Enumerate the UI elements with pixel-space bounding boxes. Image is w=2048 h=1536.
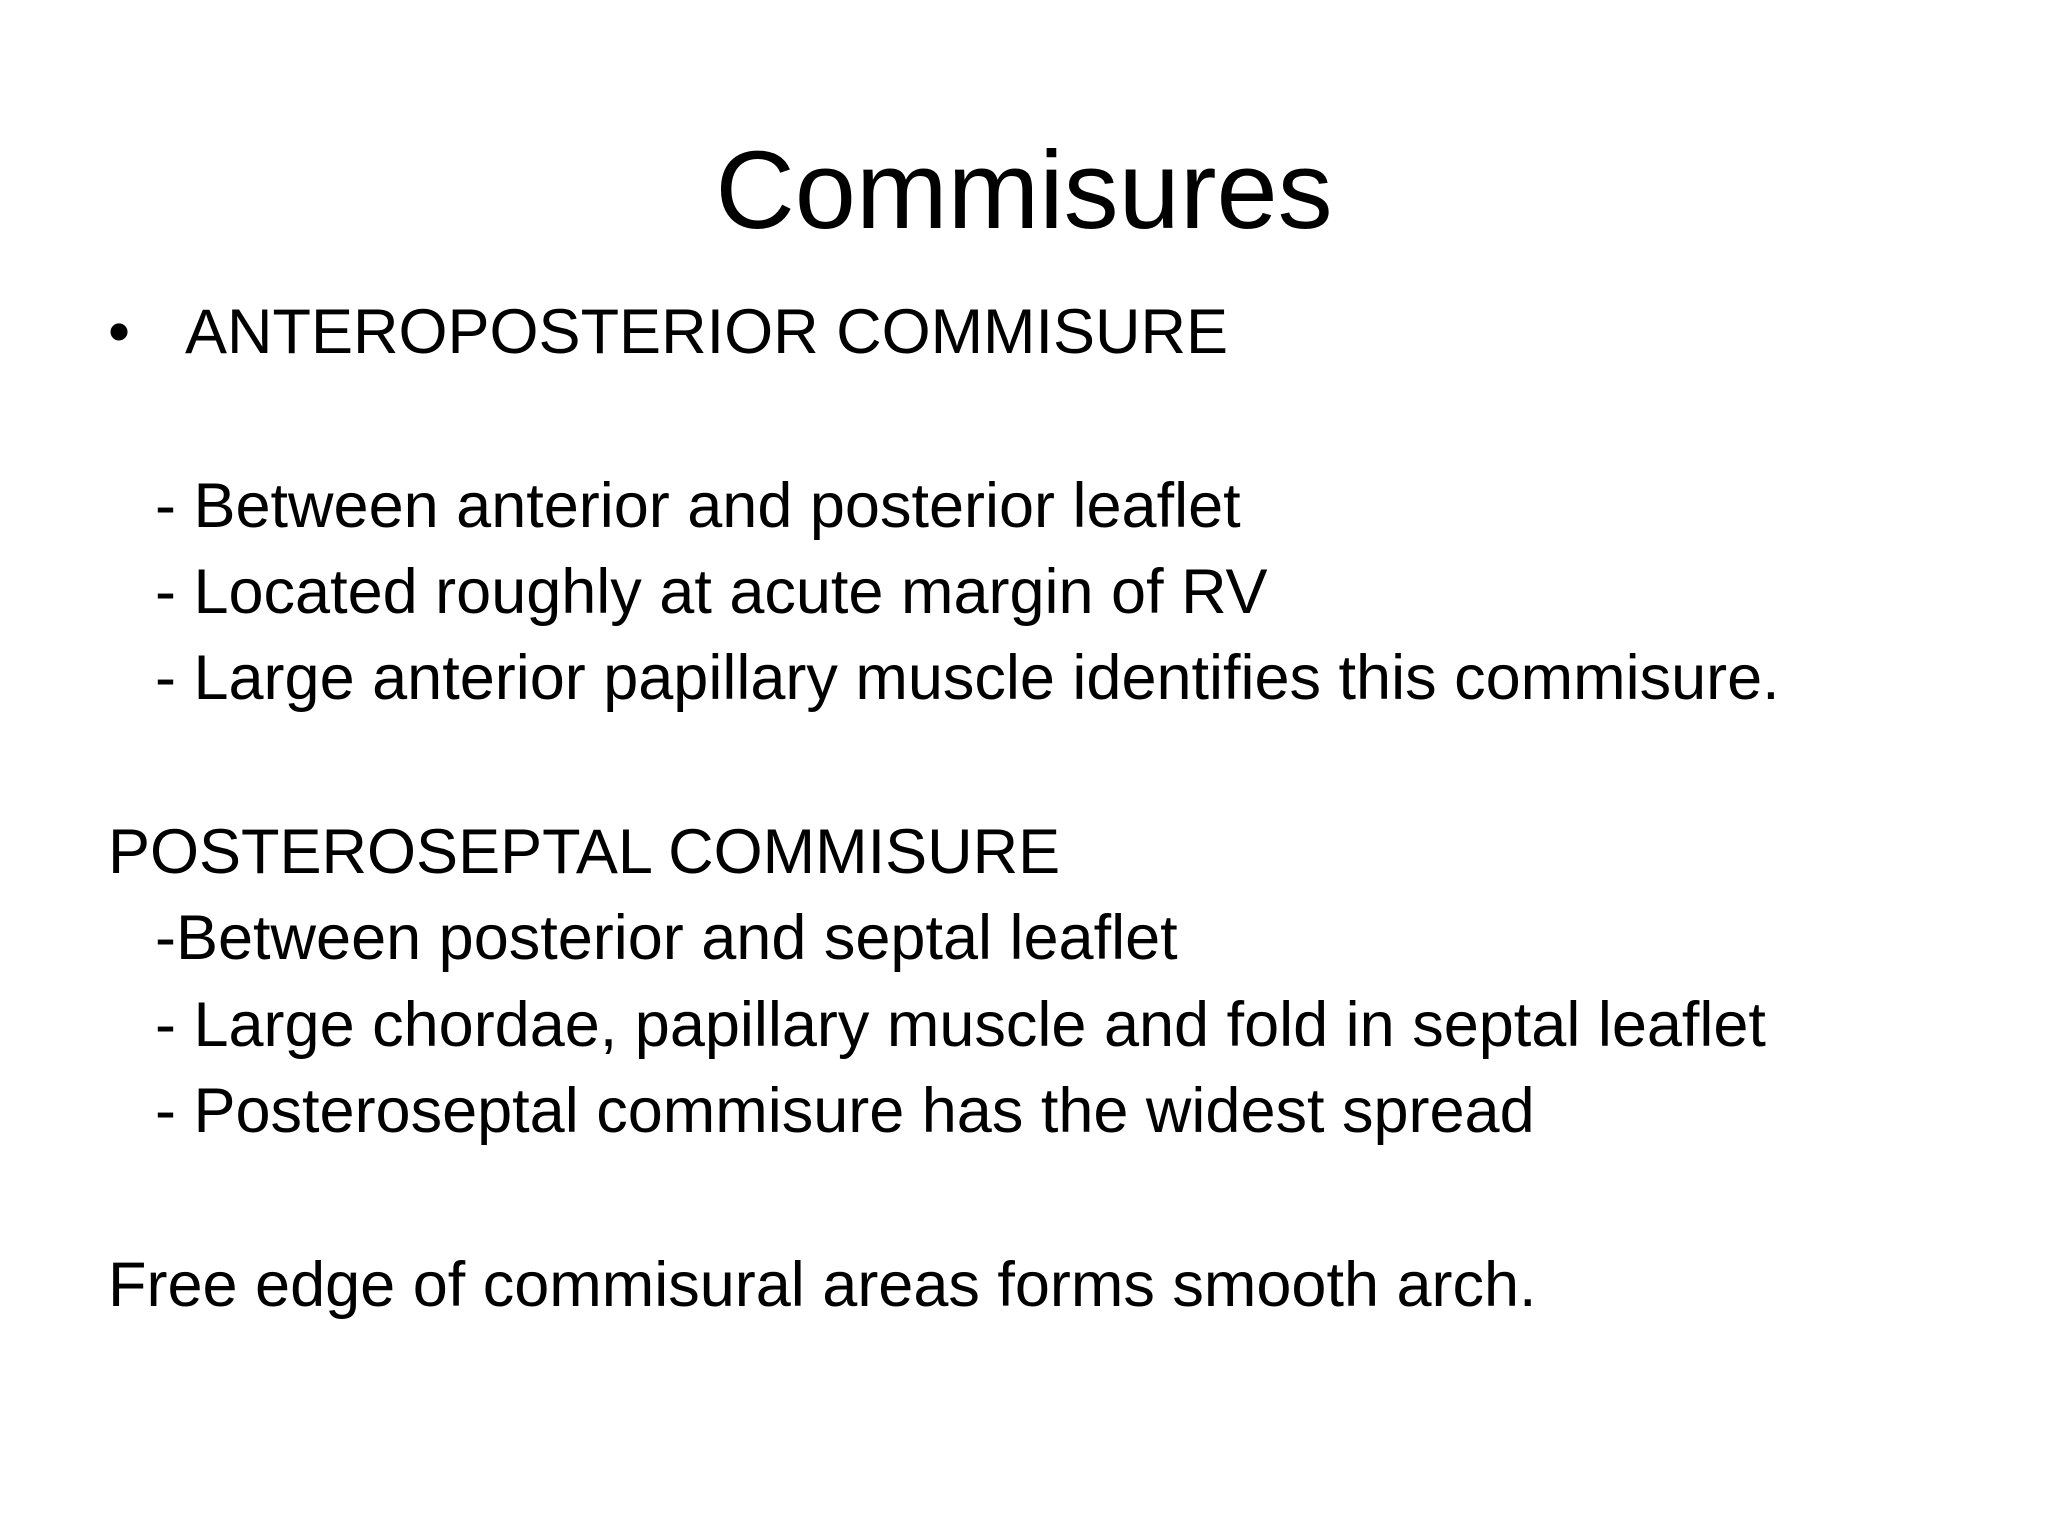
slide-title: Commisures [715, 129, 1333, 252]
section2-point-1: -Between posterior and septal leaflet [155, 903, 1178, 973]
section1-point-2: - Located roughly at acute margin of RV [155, 557, 1268, 627]
section1-point-1: - Between anterior and posterior leaflet [155, 471, 1241, 541]
bullet-point: • [108, 297, 131, 367]
section1-heading: ANTEROPOSTERIOR COMMISURE [185, 297, 1229, 367]
section2-point-3: - Posteroseptal commisure has the widest spread [155, 1076, 1535, 1146]
section2-point-2: - Large chordae, papillary muscle and fold in septal leaflet [155, 990, 1766, 1060]
closing-statement: Free edge of commisural areas forms smooth arch. [108, 1250, 1537, 1320]
section1-point-3: - Large anterior papillary muscle identifies this commisure. [155, 643, 1780, 713]
section2-heading: POSTEROSEPTAL COMMISURE [108, 817, 1061, 887]
